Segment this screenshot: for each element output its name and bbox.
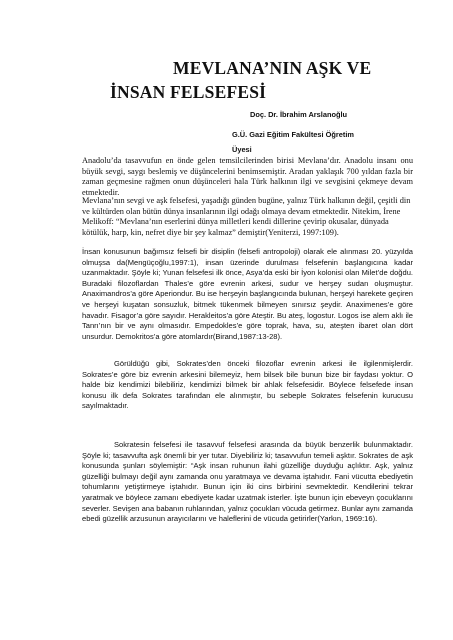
title-line-2: İNSAN FELSEFESİ — [110, 82, 267, 102]
paragraph-philosophers: İnsan konusunun bağımsız felsefi bir disiplin (felsefi antropoloji) olarak ele alınması 20. yüzyılda olmuşsa da(Mengüçoğlu,1997:1), insan üzerinde durulması felsefenin başlangıcına kadar uzanmaktadır. Şöyle ki; Yunan felsefesi ilk önce, Asya’da eski bir İyon kolonisi olan Milet’de doğdu. Buradaki filozoflardan Thales’e göre evrenin arkesi, sudur ve herşey sudan oluşmuştur. Anaximandros’a göre Aperiondur. Bu ise herşeyin başlangıcında bulunan, herşeyi harekete geçiren ve herşeyi kuşatan sonsuzluk, bitmek tükenmek bilmeyen sınırsız şeydir. Anaximenes’e göre havadır. Fisagor’a göre sayıdır. Herakleitos’a göre Ateştir. Bu ateş, logostur. Logos ise alem aklı ile Tanrı’nın bir ve aynı olmasıdır. Empedokles’e göre toprak, hava, su, ateşten ibaret olan dört unsurdur. Demokritos’a göre atomlardır(Birand,1987:13-28). — [82, 247, 413, 341]
paragraph-intro: Anadolu’da tasavvufun en önde gelen temsilcilerinden birisi Mevlana’dır. Anadolu insanı onu büyük sevgi, saygı beslemiş ve düşüncelerini benimsemiştir. Aradan yaklaşık 700 yıldan fazla bir zaman geçmesine rağmen onun düşünceleri hala Türk halkının ilgi ve sevgisini çekmeye devam etmektedir. — [82, 156, 413, 197]
affiliation-line-2: Üyesi — [232, 145, 252, 154]
author-affiliation — [232, 127, 422, 157]
document-title — [110, 56, 430, 104]
paragraph-ask: Sokratesin felsefesi ile tasavvuf felsefesi arasında da büyük benzerlik bulunmaktadır. Şöyle ki; tasavvufta aşk önemli bir yer tutar. Diyebiliriz ki; tasavvufun temeli aşktır. Sokrates de aşk konusunda şunları söylemiştir: “Aşk insan ruhunun ilahi güzelliğe duyduğu açlıktır. Aşk, yalnız güzelliği bulmayı değil aynı zamanda onu yaratmaya ve devama iştahıdır. Fani vücutta ebediyetin tohumlarını yetiştirmeye iştahıdır. Bunun için iki cins birbirini sevmektedir. Kendilerini tekrar yaratmak ve böylece zamanı ebediyete kadar uzatmak isterler. İşte bunun için ebeveyn çocuklarını severler. Sevişen ana babanın ruhlarından, yalnız çocukları vücuda getirmez. Bunlar aynı zamanda ebedi güzellik arzusunun arayıcılarını ve haleflerini de vücuda getirirler(Yarkın, 1969:16). — [82, 440, 413, 524]
paragraph-sokrates: Görüldüğü gibi, Sokrates’den önceki filozoflar evrenin arkesi ile ilgilenmişlerdir. Sokrates’e göre biz evrenin arkesini bilemeyiz, hem bilsek bile bunun bize bir faydası yoktur. O halde biz kendimizi bilebiliriz, kendimizi bilmek bir ahlak felsefesidir. Böylece felsefede insan konusu ilk defa Sokrates tarafından ele alınmıştır, bu sebeple Sokrates felsefenin kurucusu sayılmaktadır. — [82, 359, 413, 411]
author-name: Doç. Dr. İbrahim Arslanoğlu — [250, 110, 348, 119]
paragraph-melikoff-quote: Mevlana’nın sevgi ve aşk felsefesi, yaşadığı günden bugüne, yalnız Türk halkının değil, çeşitli din ve kültürden olan bütün dünya insanlarının ilgi odağı olmaya devam etmektedir. Nitekim, İrene Melikoff: “Mevlana’nın eserlerini dünya milletleri kendi dillerine çevirip okusalar, dünyada kötülük, harp, kin, nefret diye bir şey kalmaz” demiştir(Yeniterzi, 1997:109). — [82, 196, 411, 237]
affiliation-line-1: G.Ü. Gazi Eğitim Fakültesi Öğretim — [232, 130, 354, 139]
title-line-1: MEVLANA’NIN AŞK VE — [173, 58, 372, 78]
